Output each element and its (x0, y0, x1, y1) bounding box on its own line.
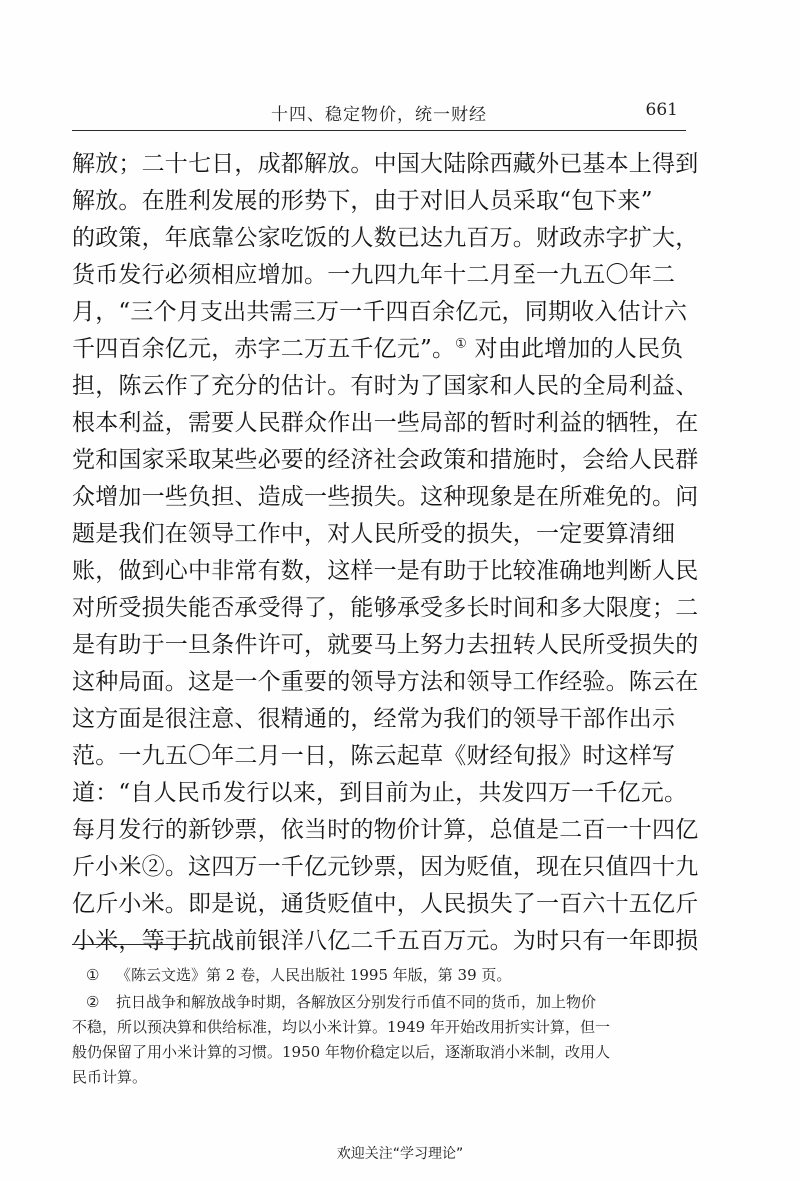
text-line: 每月发行的新钞票，依当时的物价计算，总值是二百一十四亿 (72, 817, 699, 843)
chapter-title: 十四、稳定物价，统一财经 (271, 105, 487, 125)
footnote-1 (72, 963, 688, 988)
text-line: 账，做到心中非常有数，这样一是有助于比较准确地判断人民 (72, 558, 699, 584)
text-line: 题是我们在领导工作中，对人民所受的损失，一定要算清细 (72, 521, 676, 547)
footnote-marker: ① (86, 966, 100, 984)
body-text (72, 146, 699, 960)
text-segment: 对由此增加的人民负 (474, 336, 684, 362)
text-line: 范。一九五〇年二月一日，陈云起草《财经旬报》时这样写 (72, 743, 676, 769)
text-line: 的政策，年底靠公家吃饭的人数已达九百万。财政赤字扩大， (72, 225, 699, 251)
text-line: 是有助于一旦条件许可，就要马上努力去扭转人民所受损失的 (72, 632, 699, 658)
text-segment: 千四百余亿元，赤字二万五千亿元”。 (72, 336, 456, 362)
page-number: 661 (645, 100, 678, 120)
footnote-text: 《陈云文选》第 2 卷，人民出版社 1995 年版，第 39 页。 (116, 966, 512, 984)
footnote-text: 抗日战争和解放战争时期，各解放区分别发行币值不同的货币，加上物价 (116, 993, 597, 1011)
footnote-ref-1[interactable]: ① (455, 336, 468, 352)
footnote-2 (72, 990, 688, 1090)
text-line: 根本利益，需要人民群众作出一些局部的暂时利益的牺牲，在 (72, 410, 699, 436)
text-line: 亿斤小米。即是说，通货贬值中，人民损失了一百六十五亿斤 (72, 891, 699, 917)
text-segment: 斤小米 (72, 854, 142, 880)
text-line: 众增加一些负担、造成一些损失。这种现象是在所难免的。问 (72, 484, 699, 510)
text-line: 这种局面。这是一个重要的领导方法和领导工作经验。陈云在 (72, 669, 699, 695)
text-line: 解放。在胜利发展的形势下，由于对旧人员采取“包下来” (72, 188, 653, 214)
text-line: 解放；二十七日，成都解放。中国大陆除西藏外已基本上得到 (72, 151, 699, 177)
text-line (72, 331, 692, 368)
watermark-caption: 欢迎关注“学习理论” (336, 1146, 464, 1162)
text-line: 党和国家采取某些必要的经济社会政策和措施时，会给人民群 (72, 447, 699, 473)
footnote-line (72, 990, 688, 1015)
footnote-marker: ② (86, 993, 100, 1011)
running-header (72, 96, 686, 131)
text-line: 小米，等于抗战前银洋八亿二千五百万元。为时只有一年即损 (72, 928, 699, 954)
text-line: 道：“自人民币发行以来，到目前为止，共发四万一千亿元。 (72, 780, 688, 806)
text-line: 担，陈云作了充分的估计。有时为了国家和人民的全局利益、 (72, 373, 699, 399)
footnote-ref-2[interactable]: ② (141, 854, 165, 880)
text-segment: 。这四万一千亿元钞票，因为贬值，现在只值四十九 (164, 854, 699, 880)
footnote-line (72, 963, 688, 988)
footnote-divider (72, 944, 200, 945)
footnotes (72, 963, 688, 1092)
text-line: 这方面是很注意、很精通的，经常为我们的领导干部作出示 (72, 706, 676, 732)
text-line: 月，“三个月支出共需三万一千四百余亿元，同期收入估计六 (72, 299, 688, 325)
text-line: 货币发行必须相应增加。一九四九年十二月至一九五〇年二 (72, 262, 676, 288)
text-line: 对所受损失能否承受得了，能够承受多长时间和多大限度；二 (72, 595, 699, 621)
text-line (72, 849, 699, 886)
footnote-line: 民币计算。 (72, 1068, 148, 1086)
footnote-line: 般仍保留了用小米计算的习惯。1950 年物价稳定以后，逐渐取消小米制，改用人 (72, 1043, 610, 1061)
footnote-line: 不稳，所以预决算和供给标准，均以小米计算。1949 年开始改用折实计算，但一 (72, 1018, 610, 1036)
